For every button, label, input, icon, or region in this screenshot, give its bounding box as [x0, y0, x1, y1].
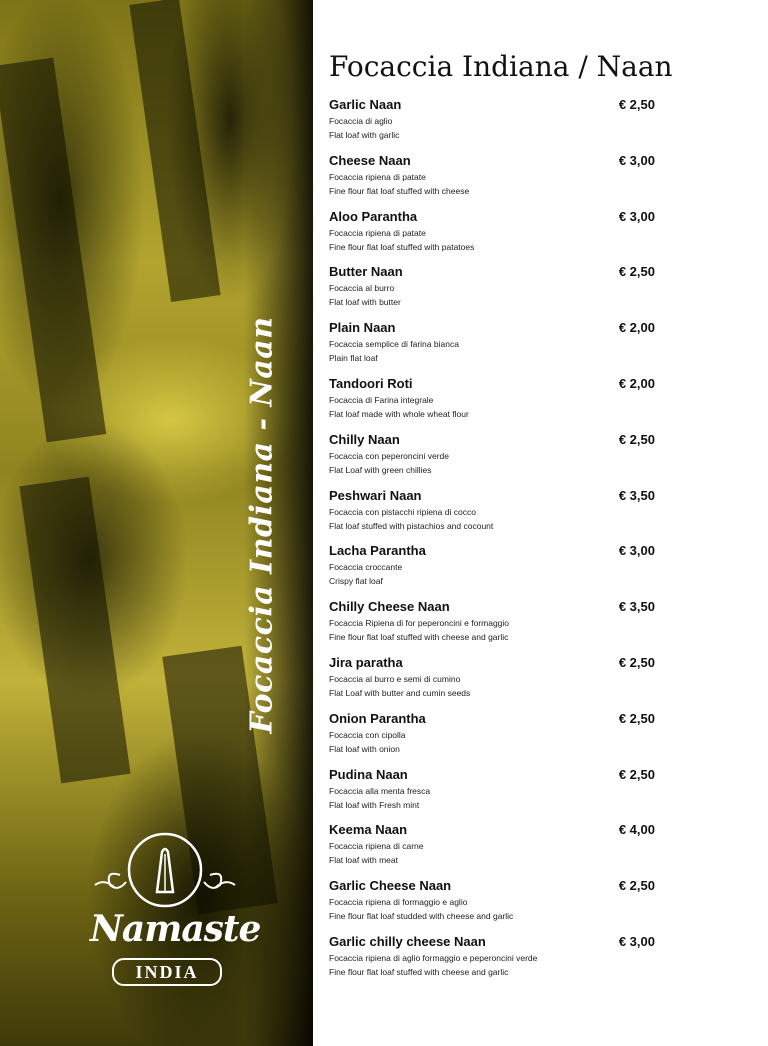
menu-item-english-description: Fine flour flat loaf stuffed with cheese and garlic: [329, 967, 509, 977]
menu-item: [329, 543, 655, 599]
menu-item-name: Garlic Naan: [329, 97, 402, 112]
menu-item: [329, 376, 655, 432]
menu-item-english-description: Flat loaf with butter: [329, 297, 401, 308]
menu-item-name: Garlic chilly cheese Naan: [329, 934, 486, 949]
menu-item-name: Plain Naan: [329, 320, 396, 336]
menu-item-italian-description: Focaccia Ripiena di for peperoncini e formaggio: [329, 618, 510, 629]
menu-item: [329, 320, 655, 376]
menu-item-price: € 4,00: [618, 822, 655, 838]
menu-item: [329, 934, 655, 990]
menu-item-italian-description: Focaccia di Farina integrale: [329, 395, 434, 405]
menu-item-name: Onion Parantha: [329, 710, 426, 726]
menu-item-italian-description: Focaccia con cipolla: [329, 729, 406, 740]
menu-item: [329, 432, 655, 488]
menu-item-english-description: Flat Loaf with green chillies: [329, 464, 432, 475]
page-title: Focaccia Indiana / Naan: [329, 50, 673, 83]
menu-item: [329, 488, 655, 544]
menu-item-price: € 2,50: [618, 878, 655, 894]
menu-item-english-description: Flat loaf stuffed with pistachios and cocount: [329, 520, 494, 531]
menu-item-italian-description: Focaccia ripiena di carne: [329, 841, 424, 852]
menu-item-italian-description: Focaccia con pistacchi ripiena di cocco: [329, 506, 476, 517]
vertical-section-title: Focaccia Indiana - Naan: [244, 316, 280, 734]
menu-item-english-description: Flat loaf with onion: [329, 743, 400, 754]
menu-item-english-description: Flat loaf with meat: [329, 855, 398, 866]
menu-item-italian-description: Focaccia ripiena di patate: [329, 227, 426, 238]
menu-item-price: € 2,50: [618, 655, 655, 670]
menu-item-name: Chilly Naan: [329, 431, 400, 447]
menu-item-price: € 2,00: [618, 376, 655, 391]
menu-item-price: € 3,50: [618, 599, 655, 615]
menu-item-price: € 2,50: [618, 97, 655, 112]
menu-item-english-description: Flat loaf made with whole wheat flour: [329, 409, 469, 419]
menu-item-italian-description: Focaccia alla menta fresca: [329, 785, 431, 796]
menu-item-italian-description: Focaccia al burro e semi di cumino: [329, 674, 461, 684]
menu-item-price: € 3,00: [618, 208, 655, 224]
menu-item-italian-description: Focaccia con peperoncini verde: [329, 450, 450, 461]
menu-item: [329, 822, 655, 878]
namaste-india-logo: [90, 830, 261, 990]
menu-item-name: Aloo Parantha: [329, 208, 418, 224]
paint-stroke: [0, 58, 106, 443]
menu-item-name: Keema Naan: [329, 822, 408, 838]
menu-item: [329, 209, 655, 265]
menu-item-name: Tandoori Roti: [329, 376, 413, 391]
menu-item-italian-description: Focaccia semplice di farina bianca: [329, 339, 459, 350]
menu-item: [329, 599, 655, 655]
menu-item-price: € 2,50: [618, 431, 655, 447]
menu-item-italian-description: Focaccia di aglio: [329, 116, 393, 126]
menu-item-italian-description: Focaccia ripiena di patate: [329, 171, 426, 182]
menu-item-italian-description: Focaccia croccante: [329, 562, 403, 573]
menu-item-price: € 3,00: [618, 152, 655, 168]
menu-item-italian-description: Focaccia ripiena di aglio formaggio e peperoncini verde: [329, 953, 538, 963]
menu-item-price: € 2,00: [618, 320, 655, 336]
logo-subtitle: INDIA: [112, 958, 222, 986]
logo-script-text: Namaste: [90, 908, 261, 950]
decorative-side-panel: [0, 0, 313, 1046]
praying-hands-emblem-icon: [90, 830, 240, 910]
menu-item-name: Cheese Naan: [329, 152, 411, 168]
menu-item-english-description: Flat loaf with Fresh mint: [329, 799, 420, 810]
menu-item-english-description: Plain flat loaf: [329, 353, 378, 364]
menu-item-english-description: Crispy flat loaf: [329, 576, 383, 587]
menu-item: [329, 97, 655, 153]
menu-item-price: € 2,50: [618, 766, 655, 782]
menu-item-english-description: Fine flour flat loaf studded with cheese and garlic: [329, 911, 514, 922]
menu-item-name: Lacha Parantha: [329, 543, 426, 559]
menu-item: [329, 878, 655, 934]
menu-item-name: Chilly Cheese Naan: [329, 599, 450, 615]
paint-stroke: [129, 0, 220, 302]
menu-item-english-description: Flat Loaf with butter and cumin seeds: [329, 688, 471, 698]
menu-item-name: Peshwari Naan: [329, 487, 422, 503]
paint-stroke: [19, 477, 130, 784]
menu-item: [329, 655, 655, 711]
menu-item-name: Butter Naan: [329, 264, 403, 280]
menu-item-name: Jira paratha: [329, 655, 403, 670]
menu-item-price: € 3,50: [618, 487, 655, 503]
menu-item: [329, 711, 655, 767]
menu-item-english-description: Fine flour flat loaf stuffed with cheese: [329, 185, 470, 196]
menu-item-italian-description: Focaccia al burro: [329, 283, 395, 294]
menu-item: [329, 767, 655, 823]
menu-item-english-description: Flat loaf with garlic: [329, 130, 400, 140]
menu-item-name: Garlic Cheese Naan: [329, 878, 452, 894]
menu-item-price: € 2,50: [618, 710, 655, 726]
menu-item: [329, 264, 655, 320]
menu-item-english-description: Fine flour flat loaf stuffed with cheese and garlic: [329, 632, 509, 643]
menu-item-price: € 3,00: [618, 934, 655, 949]
menu-item-english-description: Fine flour flat loaf stuffed with patatoes: [329, 241, 475, 252]
menu-item: [329, 153, 655, 209]
menu-item-name: Pudina Naan: [329, 766, 408, 782]
menu-item-price: € 2,50: [618, 264, 655, 280]
menu-item-price: € 3,00: [618, 543, 655, 559]
menu-item-italian-description: Focaccia ripiena di formaggio e aglio: [329, 897, 468, 908]
